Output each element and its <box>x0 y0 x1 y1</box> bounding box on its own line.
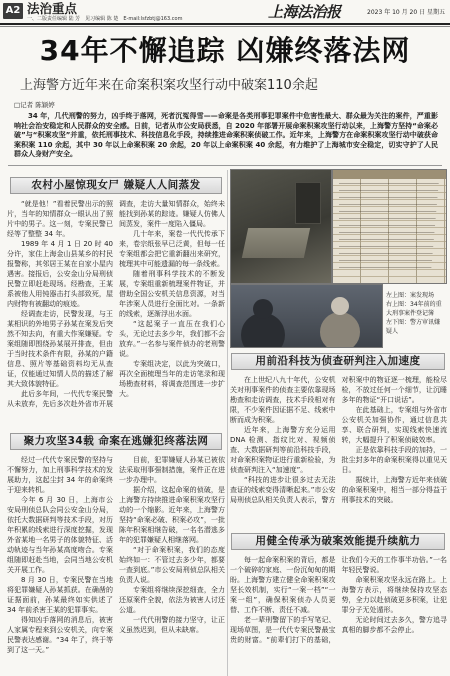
paragraph: “对于命案积案，我们的态度始终如一：不管过去多少年，都要一查到底。”市公安局刑侦总队相关负责人说。 <box>119 546 225 584</box>
photo-captions <box>386 291 445 336</box>
paragraph: “科技的进步让很多过去无法查证的线索变得清晰起来。”市公安局刑侦总队相关负责人表示，警方对积案中的物证逐一梳理，能检尽检，不放过任何一个细节，让沉睡多年的物证“开口说话”。 <box>230 376 447 504</box>
paragraph: 1989 年 4 月 1 日 20 时 40 分许，家住上海金山县某乡的村民报警称，其邻居王某在自家小屋内遇害。接报后，公安金山分局刑侦民警立即赶赴现场。经勘查，王某系被他人用钝器击打头部致死，屋内财物有被翻动的痕迹。 <box>7 240 113 308</box>
masthead-rule <box>0 23 450 25</box>
paragraph: 此后多年间，一代代专案民警从未放弃，先后多次赴外省市开展调查，走访大量知情群众，始终未能找到孙某的踪迹。嫌疑人仿佛人间蒸发，案件一度陷入僵局。 <box>7 200 225 408</box>
newspaper-logo: 上海法治报 <box>268 3 341 21</box>
section-body <box>7 199 225 409</box>
crime-scene-photo <box>230 169 332 284</box>
paragraph: 每一起命案积案的背后，都是一个破碎的家庭、一份沉甸甸的期盼。上海警方建立健全命案积案攻坚长效机制，实行“一案一档”“一案一组”，确保积案侦办人员更替、工作不断、责任不减。 <box>230 556 336 614</box>
lead-paragraph: 34 年，几代刑警的努力，凶手终于落网，死者沉冤得雪——命案是各类刑事犯罪案件中危害性最大、群众最为关注的案件，严重影响社会治安稳定和人民群众的安全感。日前，记者从市公安局获悉，自 2020 年部署开展命案积案攻坚行动以来，上海警方坚持“命案必破”与“积案攻坚”并重，依托刑事技术、科技信息化手段，持续推进命案积案侦破工作。近年来，上海警方在命案积案攻坚行动中破获命案积案 110 余起，其中 30 年以上命案积案 20 余起，20 年以上命案积案 40 余起，有力维护了上海城市安全稳定，切实守护了人民群众人身财产安全。 <box>14 112 438 158</box>
section-name: 法治重点 <box>27 1 78 16</box>
photo-caption: 右上图：34年前的重大刑事案件登记簿 <box>386 301 442 317</box>
paragraph: 经过一代代专案民警的坚持与不懈努力，加上刑事科学技术的发展助力，这起尘封 34 年的命案终于迎来转机。 <box>7 456 113 494</box>
section-body <box>7 455 225 655</box>
section-body <box>230 555 447 645</box>
photo-caption: 左下图：警方审讯嫌疑人 <box>386 319 441 335</box>
byline: □记者 陈颖婷 <box>14 101 55 109</box>
paragraph: 无论时间过去多久，警方追寻真相的脚步都不会停止。 <box>341 616 447 634</box>
paragraph: 经调查走访，民警发现，与王某相识的外地男子孙某在案发后突然不知去向，有重大作案嫌疑。专案组随即围绕孙某展开排查，但由于当时技术条件有限，孙某的户籍信息、照片等基础资料均无从查证，仅能通过知情人员的描述了解其大致体貌特征。 <box>7 310 113 388</box>
paragraph: 命案积案攻坚永远在路上。上海警方表示，将继续保持攻坚态势，全力以赴侦破更多积案，让犯罪分子无处遁形。 <box>341 576 447 614</box>
section-body <box>230 375 447 505</box>
paragraph: 专案组将继续深挖细查，全力还原案件全貌，依法为被害人讨还公道。 <box>119 586 225 614</box>
paragraph: 老一辈刑警留下的手写笔记、现场草图，是一代代专案民警最宝贵的财富。“前辈们打下的基础，让我们今天的工作事半功倍。”一名年轻民警说。 <box>230 556 447 644</box>
section-heading: 用健全传承为破案效能提升续航力 <box>231 533 445 550</box>
paragraph: 在此基础上，专案组与外省市公安机关加强协作，通过信息共享、联合研判，实现线索快速流转，大幅提升了积案侦破效率。 <box>341 406 447 444</box>
paragraph: 在上世纪八九十年代，公安机关对刑事案件的侦查主要依靠现场勘查和走访调查，技术手段相对有限，不少案件因证据不足、线索中断而成为积案。 <box>230 376 336 424</box>
paragraph: 一代代刑警的接力坚守，让正义虽然迟到，但从未缺席。 <box>119 616 225 634</box>
paragraph: 据介绍，这起命案的侦破，是上海警方持续推进命案积案攻坚行动的一个缩影。近年来，上海警方坚持“命案必破、积案必攻”，一批陈年积案相继告破，一名名潜逃多年的犯罪嫌疑人相继落网。 <box>119 486 225 544</box>
paragraph: 目前，犯罪嫌疑人孙某已被依法采取刑事强制措施，案件正在进一步办理中。 <box>119 456 225 484</box>
case-ledger-photo <box>332 169 447 284</box>
interrogation-photo <box>230 284 383 348</box>
section-heading: 农村小屋惊现女尸 嫌疑人人间蒸发 <box>10 177 222 194</box>
paragraph: 专案组决定，以此为突破口，再次全面梳理当年的走访笔录和现场勘查材料，将调查范围进一步扩大。 <box>119 360 225 398</box>
paragraph: 近年来，上海警方充分运用 DNA 检测、指纹比对、视频侦查、大数据研判等前沿科技手段，对命案积案物证进行重新检验，为侦查研判注入“加速度”。 <box>230 426 336 474</box>
paragraph: “这起案子一直压在我们心头，无论过去多少年，我们都不会放弃。”一名参与案件侦办的老刑警说。 <box>119 320 225 358</box>
section-heading: 聚力攻坚34载 命案在逃嫌犯终落法网 <box>10 433 222 450</box>
paragraph: 得知凶手落网的消息后，被害人家属专程来到公安机关，向专案民警表达感谢。“34 年了，终于等到了这一天。” <box>7 616 113 654</box>
editor-credits: 一、二版责任编辑 陆 芳 见习编辑 陈 楚 E-mail:lsfzbtj@163.com <box>27 16 183 22</box>
paragraph: 随着刑事科学技术的不断发展，专案组重新梳理案件物证，并借助全国公安机关信息资源，对当年涉案人员进行全面比对。一条新的线索，逐渐浮出水面。 <box>119 270 225 318</box>
column-divider <box>227 170 228 676</box>
paragraph: 据统计，上海警方近年来侦破的命案积案中，相当一部分得益于刑事技术的突破。 <box>341 476 447 504</box>
section-heading: 用前沿科技为侦查研判注入加速度 <box>231 353 445 370</box>
paragraph: 8 月 30 日，专案民警在当地将犯罪嫌疑人孙某抓获。在确凿的证据面前，孙某最终如实供述了 34 年前杀害王某的犯罪事实。 <box>7 576 113 614</box>
subheadline: 上海警方近年来在命案积案攻坚行动中破案110余起 <box>20 78 318 93</box>
paragraph: “就是他！”看着民警出示的照片，当年的知情群众一眼认出了照片中的男子。这一刻，专案民警已经等了整整 34 年。 <box>7 200 113 238</box>
headline: 34年不懈追踪 凶嫌终落法网 <box>39 34 411 67</box>
photo-caption: 左上图：案发现场 <box>386 292 435 299</box>
paragraph: 正是依靠科技手段的加持，一批尘封多年的命案积案得以重见天日。 <box>341 446 447 474</box>
masthead-rule-thin <box>0 26 450 27</box>
issue-date: 2023 年 10 月 20 日 星期五 <box>367 9 445 16</box>
paragraph: 几十年来，案卷一代代传承下来，卷宗纸张早已泛黄，但每一任专案组都会把它重新翻出来研究，梳理其中可能遗漏的每一条线索。 <box>119 230 225 268</box>
paragraph: 今年 6 月 30 日，上海市公安局刑侦总队会同公安金山分局，依托大数据研判等技术手段，对历年积累的线索进行深度挖掘，发现外省某地一名男子的体貌特征、活动轨迹与当年孙某高度吻合。专案组随即赶赴当地，会同当地公安机关开展工作。 <box>7 496 113 574</box>
lead-divider <box>8 165 442 166</box>
page-number-badge: A2 <box>3 3 23 19</box>
